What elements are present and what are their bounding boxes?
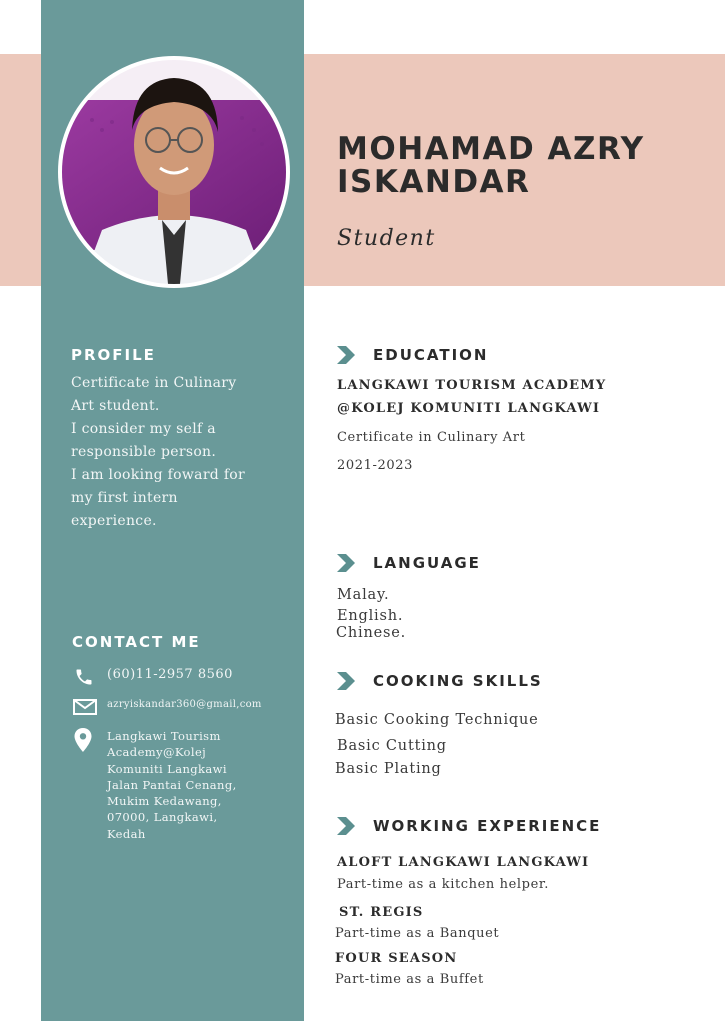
- job-role: Part-time as a Buffet: [335, 972, 484, 987]
- job-employer: ST. REGIS: [339, 905, 424, 920]
- chevron-right-icon: [337, 554, 361, 572]
- location-pin-icon: [73, 728, 99, 748]
- language-heading: LANGUAGE: [373, 554, 481, 572]
- job-employer: ALOFT LANGKAWI LANGKAWI: [337, 855, 590, 870]
- education-program: Certificate in Culinary Art: [337, 430, 526, 445]
- education-section-header: [337, 346, 488, 364]
- candidate-role: Student: [337, 226, 436, 251]
- profile-line: experience.: [71, 513, 157, 529]
- job-role: Part-time as a kitchen helper.: [337, 877, 549, 892]
- profile-line: my first intern: [71, 490, 178, 506]
- chevron-right-icon: [337, 672, 361, 690]
- address-line: Kedah: [107, 826, 146, 841]
- contact-phone[interactable]: (60)11-2957 8560: [107, 667, 233, 682]
- profile-photo: [58, 56, 290, 288]
- job-role: Part-time as a Banquet: [335, 926, 500, 941]
- profile-line: Art student.: [71, 398, 160, 414]
- education-school-line-1: LANGKAWI TOURISM ACADEMY: [337, 378, 607, 393]
- address-line: 07000, Langkawi,: [107, 810, 218, 825]
- education-heading: EDUCATION: [373, 346, 489, 364]
- experience-heading: WORKING EXPERIENCE: [373, 817, 602, 835]
- profile-line: responsible person.: [71, 444, 217, 460]
- candidate-name: [337, 133, 707, 199]
- contact-phone-row: [73, 667, 233, 687]
- cooking-skill-item: Basic Cooking Technique: [335, 712, 539, 728]
- contact-email-row: [73, 699, 262, 719]
- mail-icon: [73, 699, 99, 719]
- address-line: Mukim Kedawang,: [107, 794, 222, 809]
- name-line-1: MOHAMAD AZRY: [337, 131, 645, 167]
- experience-section-header: [337, 817, 601, 835]
- chevron-right-icon: [337, 817, 361, 835]
- contact-address-row: [73, 728, 237, 842]
- cooking-skill-item: Basic Plating: [335, 761, 442, 777]
- cooking-section-header: [337, 672, 543, 690]
- language-item: Malay.: [337, 587, 390, 603]
- chevron-right-icon: [337, 346, 361, 364]
- language-item: Chinese.: [336, 625, 407, 641]
- profile-text: [71, 372, 286, 533]
- address-line: Komuniti Langkawi: [107, 761, 227, 776]
- profile-line: I am looking foward for: [71, 467, 246, 483]
- profile-line: Certificate in Culinary: [71, 375, 237, 391]
- address-line: Jalan Pantai Cenang,: [107, 777, 237, 792]
- name-line-2: ISKANDAR: [337, 164, 531, 200]
- contact-email[interactable]: azryiskandar360@gmail,com: [107, 699, 262, 710]
- address-line: Langkawi Tourism: [107, 729, 221, 743]
- education-school-line-2: @KOLEJ KOMUNITI LANGKAWI: [337, 401, 601, 416]
- profile-line: I consider my self a: [71, 421, 216, 437]
- language-section-header: [337, 554, 481, 572]
- profile-heading: PROFILE: [71, 346, 156, 364]
- job-employer: FOUR SEASON: [335, 951, 458, 966]
- phone-icon: [73, 667, 99, 687]
- contact-heading: CONTACT ME: [72, 633, 201, 651]
- cooking-heading: COOKING SKILLS: [373, 672, 543, 690]
- address-line: Academy@Kolej: [107, 745, 207, 760]
- cooking-skill-item: Basic Cutting: [337, 738, 447, 754]
- contact-address: [107, 728, 237, 842]
- education-years: 2021-2023: [337, 458, 413, 473]
- language-item: English.: [337, 608, 404, 624]
